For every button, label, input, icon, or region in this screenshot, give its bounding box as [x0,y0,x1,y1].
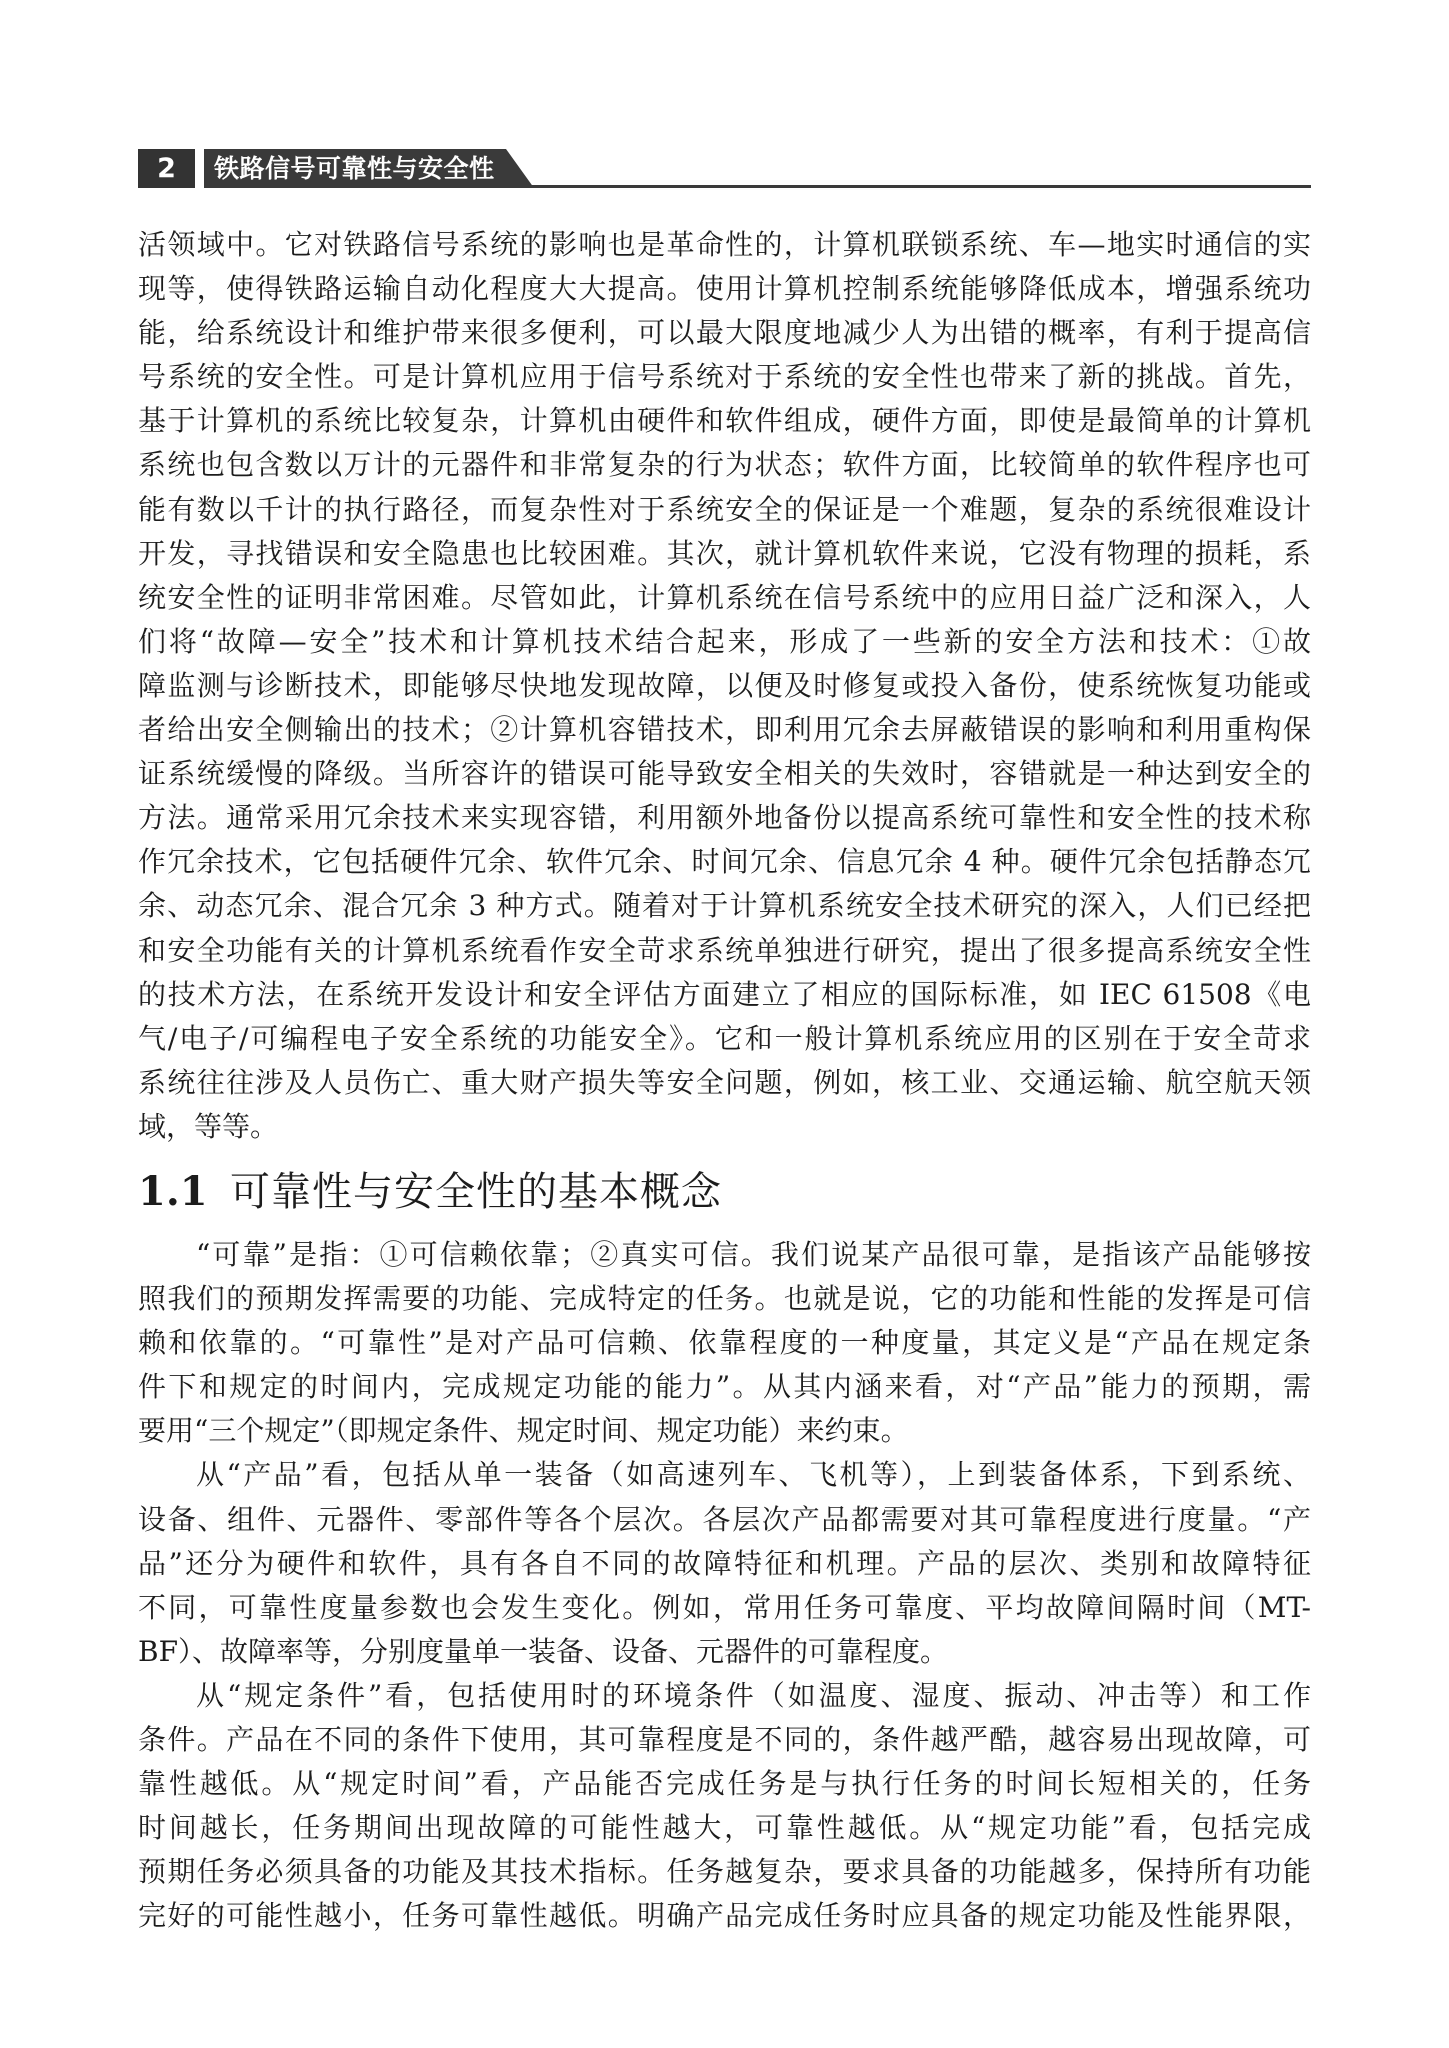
body-text-line: 赖和依靠的。“可靠性”是对产品可信赖、依靠程度的一种度量，其定义是“产品在规定条 [138,1326,1311,1360]
body-text-line: 和安全功能有关的计算机系统看作安全苛求系统单独进行研究，提出了很多提高系统安全性 [138,933,1311,967]
body-text-line: 系统往往涉及人员伤亡、重大财产损失等安全问题，例如，核工业、交通运输、航空航天领 [138,1065,1311,1099]
body-text-line: 从“规定条件”看，包括使用时的环境条件（如温度、湿度、振动、冲击等）和工作 [196,1678,1311,1712]
body-text-line: BF）、故障率等，分别度量单一装备、设备、元器件的可靠程度。 [138,1634,949,1668]
body-text-line: 者给出安全侧输出的技术；②计算机容错技术，即利用冗余去屏蔽错误的影响和利用重构保 [138,713,1311,747]
body-text-line: 照我们的预期发挥需要的功能、完成特定的任务。也就是说，它的功能和性能的发挥是可信 [138,1282,1311,1316]
paragraph [138,1233,1311,1453]
section-body [138,1233,1311,1939]
body-text-line: 能，给系统设计和维护带来很多便利，可以最大限度地减少人为出错的概率，有利于提高信 [138,316,1311,350]
body-text-line: 活领域中。它对铁路信号系统的影响也是革命性的，计算机联锁系统、车—地实时通信的实 [138,228,1311,261]
body-text-line: 们将“故障—安全”技术和计算机技术结合起来，形成了一些新的安全方法和技术：①故 [138,624,1311,658]
section-title: 可靠性与安全性的基本概念 [230,1169,722,1215]
body-text-line: 余、动态冗余、混合冗余 3 种方式。随着对于计算机系统安全技术研究的深入，人们已经把 [138,889,1311,923]
paragraph [138,1453,1311,1673]
body-text-line: 靠性越低。从“规定时间”看，产品能否完成任务是与执行任务的时间长短相关的，任务 [138,1767,1311,1801]
body-text-line: 条件。产品在不同的条件下使用，其可靠程度是不同的，条件越严酷，越容易出现故障，可 [138,1723,1311,1757]
body-text-line: 件下和规定的时间内，完成规定功能的能力”。从其内涵来看，对“产品”能力的预期，需 [138,1370,1311,1404]
page-number: 2 [157,153,176,184]
body-text-line: 作冗余技术，它包括硬件冗余、软件冗余、时间冗余、信息冗余 4 种。硬件冗余包括静态冗 [138,845,1311,879]
paragraph [138,223,1311,1149]
section-heading [138,1165,722,1219]
paragraph [138,1674,1311,1939]
body-text-line: 障监测与诊断技术，即能够尽快地发现故障，以便及时修复或投入备份，使系统恢复功能或 [138,668,1311,702]
body-text-line: 设备、组件、元器件、零部件等各个层次。各层次产品都需要对其可靠程度进行度量。“产 [138,1502,1311,1536]
body-text-line: 系统也包含数以万计的元器件和非常复杂的行为状态；软件方面，比较简单的软件程序也可 [138,448,1311,482]
body-text-line: 号系统的安全性。可是计算机应用于信号系统对于系统的安全性也带来了新的挑战。首先， [138,360,1311,394]
body-text-line: 开发，寻找错误和安全隐患也比较困难。其次，就计算机软件来说，它没有物理的损耗，系 [138,536,1311,570]
body-text-line: 预期任务必须具备的功能及其技术指标。任务越复杂，要求具备的功能越多，保持所有功能 [138,1855,1311,1889]
body-text-line: 能有数以千计的执行路径，而复杂性对于系统安全的保证是一个难题，复杂的系统很难设计 [138,492,1311,526]
body-text-line: 域，等等。 [138,1109,279,1143]
body-text-line: 要用“三个规定”（即规定条件、规定时间、规定功能）来约束。 [138,1414,909,1448]
body-text-line: 的技术方法，在系统开发设计和安全评估方面建立了相应的国际标准，如 IEC 61508《电 [138,977,1311,1011]
body-text-line: 气/电子/可编程电子安全系统的功能安全》。它和一般计算机系统应用的区别在于安全苛求 [138,1021,1311,1055]
section-number: 1.1 [138,1168,208,1215]
body-text-line: “可靠”是指：①可信赖依靠；②真实可信。我们说某产品很可靠，是指该产品能够按 [196,1238,1311,1271]
body-text-line: 证系统缓慢的降级。当所容许的错误可能导致安全相关的失效时，容错就是一种达到安全的 [138,757,1311,791]
body-text-line: 时间越长，任务期间出现故障的可能性越大，可靠性越低。从“规定功能”看，包括完成 [138,1811,1311,1845]
book-title: 铁路信号可靠性与安全性 [214,154,495,183]
body-text-line: 统安全性的证明非常困难。尽管如此，计算机系统在信号系统中的应用日益广泛和深入，人 [138,580,1311,614]
body-text-line: 现等，使得铁路运输自动化程度大大提高。使用计算机控制系统能够降低成本，增强系统功 [138,272,1311,306]
body-text-line: 完好的可能性越小，任务可靠性越低。明确产品完成任务时应具备的规定功能及性能界限， [138,1899,1311,1933]
body-text-line: 基于计算机的系统比较复杂，计算机由硬件和软件组成，硬件方面，即使是最简单的计算机 [138,404,1311,438]
body-text-line: 方法。通常采用冗余技术来实现容错，利用额外地备份以提高系统可靠性和安全性的技术称 [138,801,1311,835]
body-text-line: 不同，可靠性度量参数也会发生变化。例如，常用任务可靠度、平均故障间隔时间（MT- [138,1590,1311,1624]
body-text-line: 从“产品”看，包括从单一装备（如高速列车、飞机等），上到装备体系，下到系统、 [196,1458,1311,1492]
body-text-line: 品”还分为硬件和软件，具有各自不同的故障特征和机理。产品的层次、类别和故障特征 [138,1546,1311,1580]
